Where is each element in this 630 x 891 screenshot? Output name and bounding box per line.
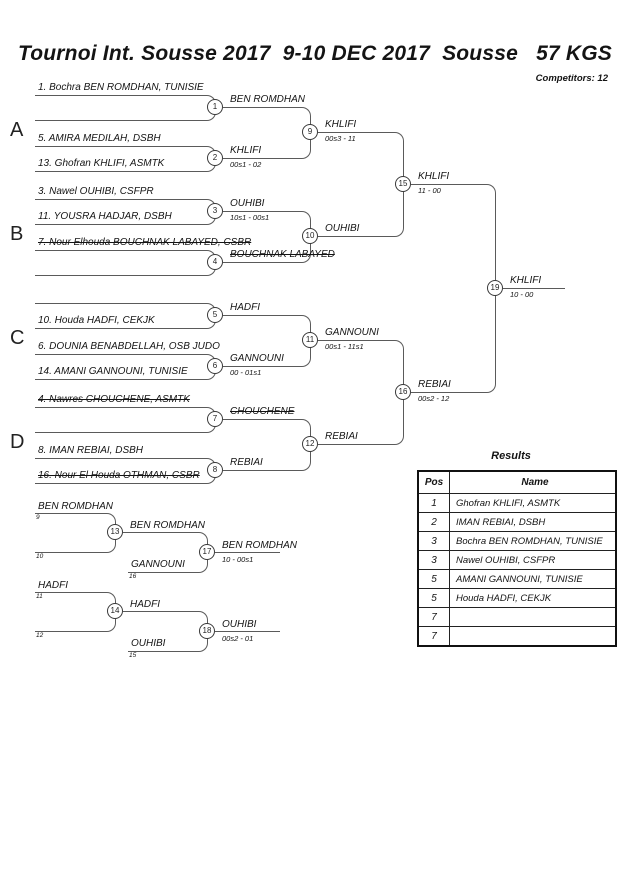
result-name: AMANI GANNOUNI, TUNISIE: [450, 570, 617, 589]
bracket-line: [35, 262, 216, 276]
match-node-15: 15: [395, 176, 411, 192]
bracket-line: [35, 592, 116, 612]
match-node-3: 3: [207, 203, 223, 219]
result-name: Nawel OUHIBI, CSFPR: [450, 551, 617, 570]
match-node-18: 18: [199, 623, 215, 639]
match-winner: GANNOUNI: [230, 353, 284, 364]
bracket-line: [215, 631, 280, 632]
match-winner: REBIAI: [418, 379, 451, 390]
repechage-slot: HADFI: [38, 580, 68, 591]
match-winner: BEN ROMDHAN: [130, 520, 206, 531]
group-label-a: A: [10, 119, 24, 141]
results-row: [418, 513, 616, 532]
match-winner: OUHIBI: [222, 619, 257, 630]
repechage-slot: OUHIBI: [131, 638, 166, 649]
match-node-11: 11: [302, 332, 318, 348]
results-row: [418, 532, 616, 551]
match-node-6: 6: [207, 358, 223, 374]
match-winner: HADFI: [130, 599, 160, 610]
group-label-b: B: [10, 223, 24, 245]
match-winner: KHLIFI: [325, 119, 357, 130]
repechage-slot: BEN ROMDHAN: [38, 501, 114, 512]
match-node-8: 8: [207, 462, 223, 478]
result-pos: 1: [418, 494, 450, 513]
results-row: [418, 551, 616, 570]
player-slot: 6. DOUNIA BENABDELLAH, OSB JUDO: [38, 341, 220, 352]
group-label-d: D: [10, 431, 25, 453]
tournament-winner: KHLIFI: [510, 275, 542, 286]
bracket-line: [35, 611, 116, 632]
match-score: 11 - 00: [418, 186, 441, 195]
match-winner-withdrawn: BOUCHNAK LABAYED: [230, 249, 335, 260]
match-winner: KHLIFI: [230, 145, 262, 156]
results-row: [418, 494, 616, 513]
result-name: IMAN REBIAI, DSBH: [450, 513, 617, 532]
result-name: [450, 627, 617, 647]
bracket-line: [215, 552, 280, 553]
bracket-line: [35, 107, 216, 121]
result-name: Bochra BEN ROMDHAN, TUNISIE: [450, 532, 617, 551]
bracket-line: [223, 107, 311, 133]
bracket-line: [35, 513, 116, 533]
result-pos: 2: [418, 513, 450, 532]
match-ref: 16: [129, 573, 137, 580]
match-winner: REBIAI: [230, 457, 263, 468]
player-slot: 5. AMIRA MEDILAH, DSBH: [38, 133, 161, 144]
match-score: 00s1 - 11s1: [325, 342, 364, 351]
match-node-10: 10: [302, 228, 318, 244]
results-header-row: [418, 471, 616, 494]
match-score: 10s1 - 00s1: [230, 213, 270, 222]
match-winner: BEN ROMDHAN: [222, 540, 298, 551]
results-col-name: Name: [450, 471, 617, 494]
match-winner: OUHIBI: [325, 223, 360, 234]
results-row: [418, 589, 616, 608]
match-winner: REBIAI: [325, 431, 358, 442]
result-name: Ghofran KHLIFI, ASMTK: [450, 494, 617, 513]
result-pos: 7: [418, 627, 450, 647]
competitors-count: Competitors: 12: [535, 73, 608, 84]
player-slot: 13. Ghofran KHLIFI, ASMTK: [38, 158, 165, 169]
match-winner-withdrawn: CHOUCHENE: [230, 406, 295, 417]
player-slot-withdrawn: 7. Nour Elhouda BOUCHNAK LABAYED, CSBR: [38, 237, 252, 248]
player-slot: 1. Bochra BEN ROMDHAN, TUNISIE: [38, 82, 204, 93]
result-name: Houda HADFI, CEKJK: [450, 589, 617, 608]
match-score: 00s1 - 02: [230, 160, 262, 169]
match-node-14: 14: [107, 603, 123, 619]
match-node-13: 13: [107, 524, 123, 540]
bracket-line: [223, 315, 311, 341]
bracket-line: [411, 184, 496, 289]
bracket-line: [35, 532, 116, 553]
result-name: [450, 608, 617, 627]
match-node-7: 7: [207, 411, 223, 427]
match-winner: HADFI: [230, 302, 260, 313]
match-ref: 10: [36, 553, 44, 560]
bracket-line: [123, 611, 208, 632]
match-winner: GANNOUNI: [325, 327, 379, 338]
player-slot: 10. Houda HADFI, CEKJK: [38, 315, 155, 326]
match-score: 00 - 01s1: [230, 368, 262, 377]
player-slot: 14. AMANI GANNOUNI, TUNISIE: [38, 366, 188, 377]
match-node-9: 9: [302, 124, 318, 140]
match-node-17: 17: [199, 544, 215, 560]
player-slot: 3. Nawel OUHIBI, CSFPR: [38, 186, 154, 197]
results-row: [418, 570, 616, 589]
results-heading: Results: [491, 450, 531, 462]
match-winner: BEN ROMDHAN: [230, 94, 306, 105]
match-score: 10 - 00s1: [222, 555, 254, 564]
result-pos: 3: [418, 551, 450, 570]
match-node-5: 5: [207, 307, 223, 323]
bracket-line: [503, 288, 565, 289]
match-score: 00s3 - 11: [325, 134, 356, 143]
repechage-slot: GANNOUNI: [131, 559, 185, 570]
match-winner: OUHIBI: [230, 198, 265, 209]
bracket-line: [223, 419, 311, 445]
player-slot: 8. IMAN REBIAI, DSBH: [38, 445, 144, 456]
match-winner: KHLIFI: [418, 171, 450, 182]
player-slot-withdrawn: 16. Nour El Houda OTHMAN, CSBR: [38, 470, 200, 481]
match-score: 00s2 - 01: [222, 634, 254, 643]
results-row: [418, 608, 616, 627]
match-node-2: 2: [207, 150, 223, 166]
match-score: 00s2 - 12: [418, 394, 450, 403]
results-table: [417, 470, 617, 647]
match-score: 10 - 00: [510, 290, 534, 299]
match-node-1: 1: [207, 99, 223, 115]
result-pos: 3: [418, 532, 450, 551]
match-ref: 15: [129, 652, 137, 659]
match-ref: 12: [36, 632, 44, 639]
match-node-4: 4: [207, 254, 223, 270]
match-ref: 9: [36, 514, 40, 521]
page-title: Tournoi Int. Sousse 2017 9-10 DEC 2017 Sousse 57 KGS: [18, 42, 612, 65]
results-row: [418, 627, 616, 647]
bracket-line: [35, 419, 216, 433]
result-pos: 5: [418, 589, 450, 608]
bracket-line: [123, 532, 208, 553]
match-ref: 11: [36, 593, 43, 600]
results-col-pos: Pos: [418, 471, 450, 494]
player-slot: 11. YOUSRA HADJAR, DSBH: [38, 211, 172, 222]
group-label-c: C: [10, 327, 25, 349]
result-pos: 7: [418, 608, 450, 627]
result-pos: 5: [418, 570, 450, 589]
player-slot-withdrawn: 4. Nawres CHOUCHENE, ASMTK: [38, 394, 190, 405]
match-node-12: 12: [302, 436, 318, 452]
match-node-19: 19: [487, 280, 503, 296]
match-node-16: 16: [395, 384, 411, 400]
